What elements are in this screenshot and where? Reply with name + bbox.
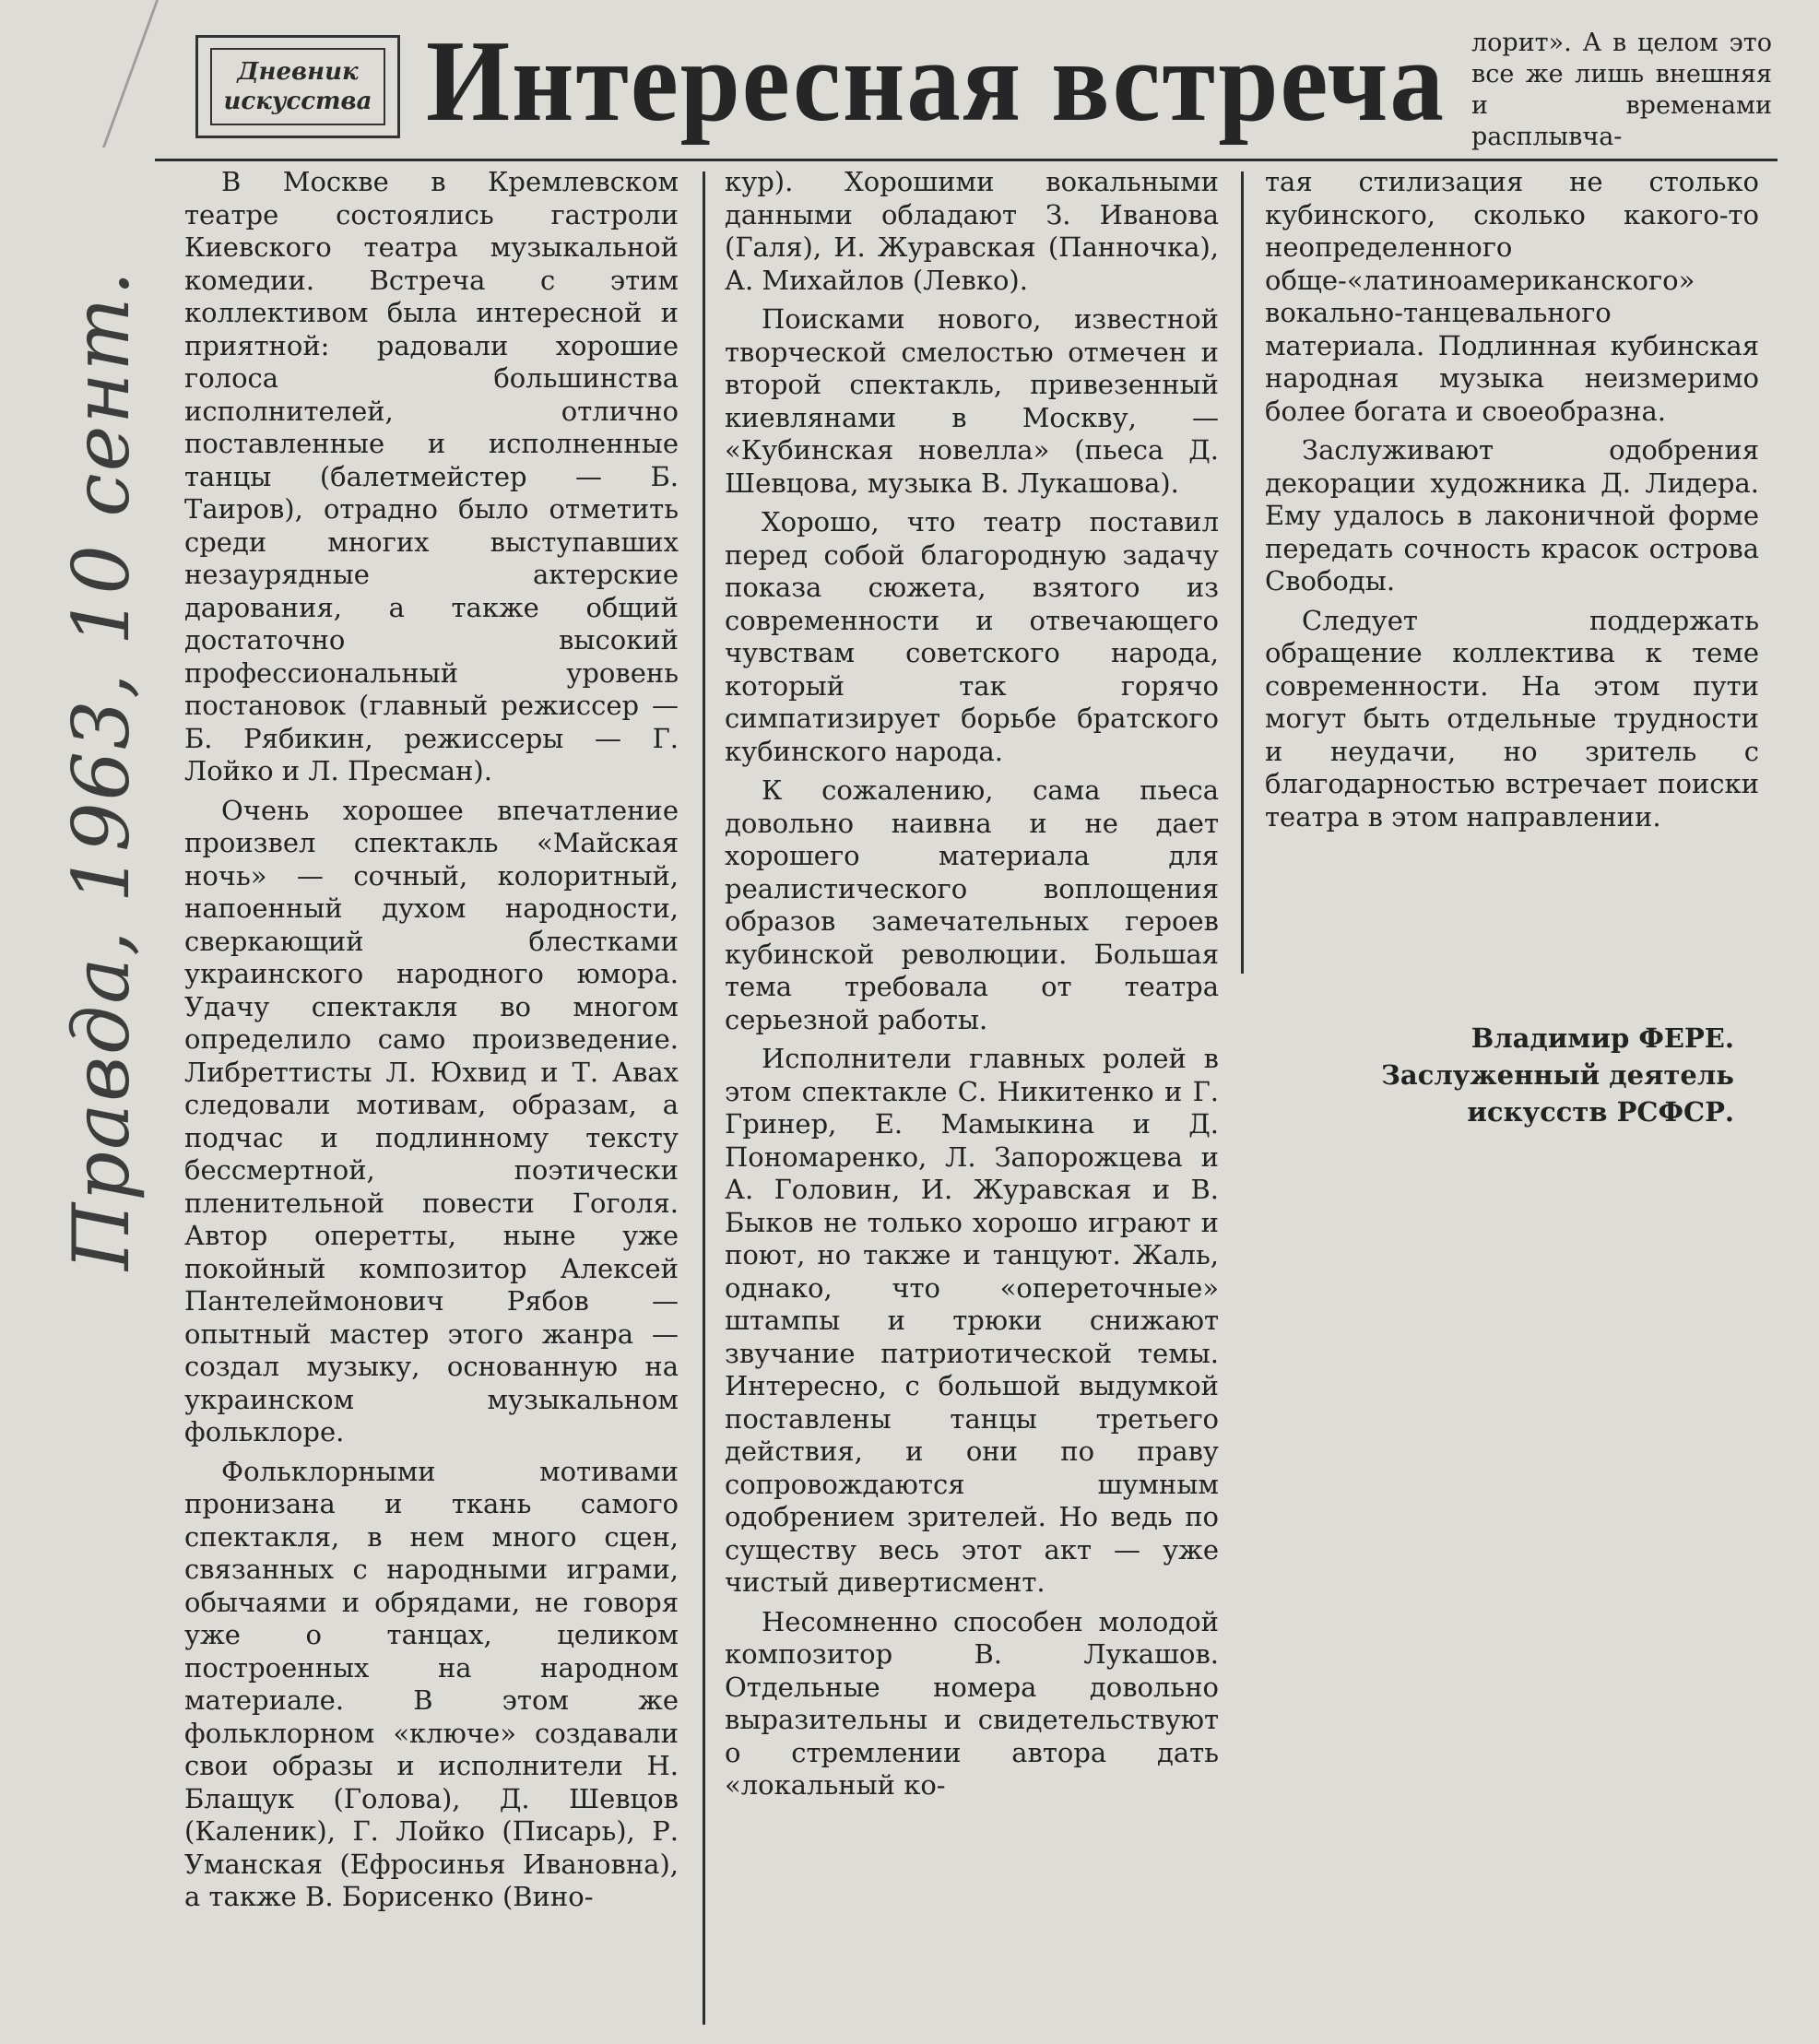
- paragraph: кур). Хорошими вокальными данными обладают З. Иванова (Галя), И. Журавская (Панночка), А. Михайлов (Левко).: [725, 166, 1219, 296]
- paragraph: Исполнители главных ролей в этом спектакле С. Никитенко и Г. Гринер, Е. Мамыкина и Д. Пономаренко, Л. Запорожцева и А. Головин, И. Журавская и В. Быков не только хорошо играют и поют, но также и танцуют. Жаль, однако, что «опереточные» штампы и трюки снижают звучание патриотической темы. Интересно, с большой выдумкой поставлены танцы третьего действия, и они по праву сопровождаются шумным одобрением зрителей. Но ведь по существу весь этот акт — уже чистый дивертисмент.: [725, 1043, 1219, 1598]
- paragraph: Хорошо, что театр поставил перед собой благородную задачу показа сюжета, взятого из современности и отвечающего чувствам советского народа, который так горячо симпатизирует борьбе братского кубинского народа.: [725, 506, 1219, 767]
- handwritten-note: [9, 269, 194, 1270]
- rubric-line-1: Дневник: [237, 58, 359, 86]
- handwritten-note-text: Правда, 1963, 10 сент.: [56, 269, 147, 1270]
- column-1: [184, 166, 679, 2010]
- column-rule-1: [703, 171, 705, 2025]
- paragraph: тая стилизация не столько кубинского, сколько какого-то неопределенного обще-«латиноамериканского» вокально-танцевального материала. Подлинная кубинская народная музыка неизмеримо более богата и своеобразна.: [1265, 166, 1759, 427]
- paragraph: В Москве в Кремлевском театре состоялись гастроли Киевского театра музыкальной комедии. Встреча с этим коллективом была интересной и приятной: радовали хорошие голоса большинства исполнителей, отлично поставленные и исполненные танцы (балетмейстер — Б. Таиров), отрадно было отметить среди многих выступавших незаурядные актерские дарования, а также общий достаточно высокий профессиональный уровень постановок (главный режиссер — Б. Рябикин, режиссеры — Г. Лойко и Л. Пресман).: [184, 166, 679, 786]
- column-rule-2: [1241, 171, 1244, 974]
- author-name: Владимир ФЕРЕ.: [1471, 1022, 1734, 1054]
- paragraph: Поисками нового, известной творческой смелостью отмечен и второй спектакль, привезенный киевлянами в Москву, — «Кубинская новелла» (пьеса Д. Шевцова, музыка В. Лукашова).: [725, 303, 1219, 499]
- paragraph: Заслуживают одобрения декорации художника Д. Лидера. Ему удалось в лаконичной форме передать сочность красок острова Свободы.: [1265, 434, 1759, 597]
- author-title-line-1: Заслуженный деятель: [1381, 1059, 1734, 1091]
- paragraph: Несомненно способен молодой композитор В. Лукашов. Отдельные номера довольно выразительны и свидетельствуют о стремлении автора дать «локальный ко-: [725, 1605, 1219, 1801]
- author-signature: [1381, 1020, 1734, 1130]
- paragraph: К сожалению, сама пьеса довольно наивна и не дает хорошего материала для реалистического воплощения образов замечательных героев кубинской революции. Большая тема требовала от театра серьезной работы.: [725, 774, 1219, 1035]
- rubric-inner-frame: [210, 48, 385, 125]
- paragraph: Очень хорошее впечатление произвел спектакль «Майская ночь» — сочный, колоритный, напоенный духом народности, сверкающий блестками украинского народного юмора. Удачу спектакля во многом определило само произведение. Либреттисты Л. Юхвид и Т. Авах следовали мотивам, образам, а подчас и подлинному тексту бессмертной, поэтически пленительной повести Гоголя. Автор оперетты, ныне уже покойный композитор Алексей Пантелеймонович Рябов — опытный мастер этого жанра — создал музыку, основанную на украинском музыкальном фольклоре.: [184, 794, 679, 1447]
- column-3-top: [1471, 28, 1772, 166]
- header-rule: [155, 159, 1778, 161]
- rubric-box: [195, 35, 400, 138]
- rubric-line-2: искусства: [223, 88, 372, 115]
- paragraph: Следует поддержать обращение коллектива к теме современности. На этом пути могут быть отдельные трудности и неудачи, но зритель с благодарностью встречает поиски театра в этом направлении.: [1265, 604, 1759, 833]
- paragraph: Фольклорными мотивами пронизана и ткань самого спектакля, в нем много сцен, связанных с народными играми, обычаями и обрядами, не говоря уже о танцах, целиком построенных на народном материале. В этом же фольклорном «ключе» создавали свои образы и исполнители Н. Блащук (Голова), Д. Шевцов (Каленик), Г. Лойко (Писарь), Р. Уманская (Ефросинья Ивановна), а также В. Борисенко (Вино-: [184, 1455, 679, 1912]
- author-title-line-2: искусств РСФСР.: [1467, 1096, 1734, 1128]
- column-3-top-text: лорит». А в целом это все же лишь внешняя и временами расплывча-: [1471, 29, 1772, 151]
- article-headline: Интересная встреча: [426, 18, 1446, 146]
- column-2: [725, 166, 1219, 2010]
- column-3: [1265, 166, 1759, 996]
